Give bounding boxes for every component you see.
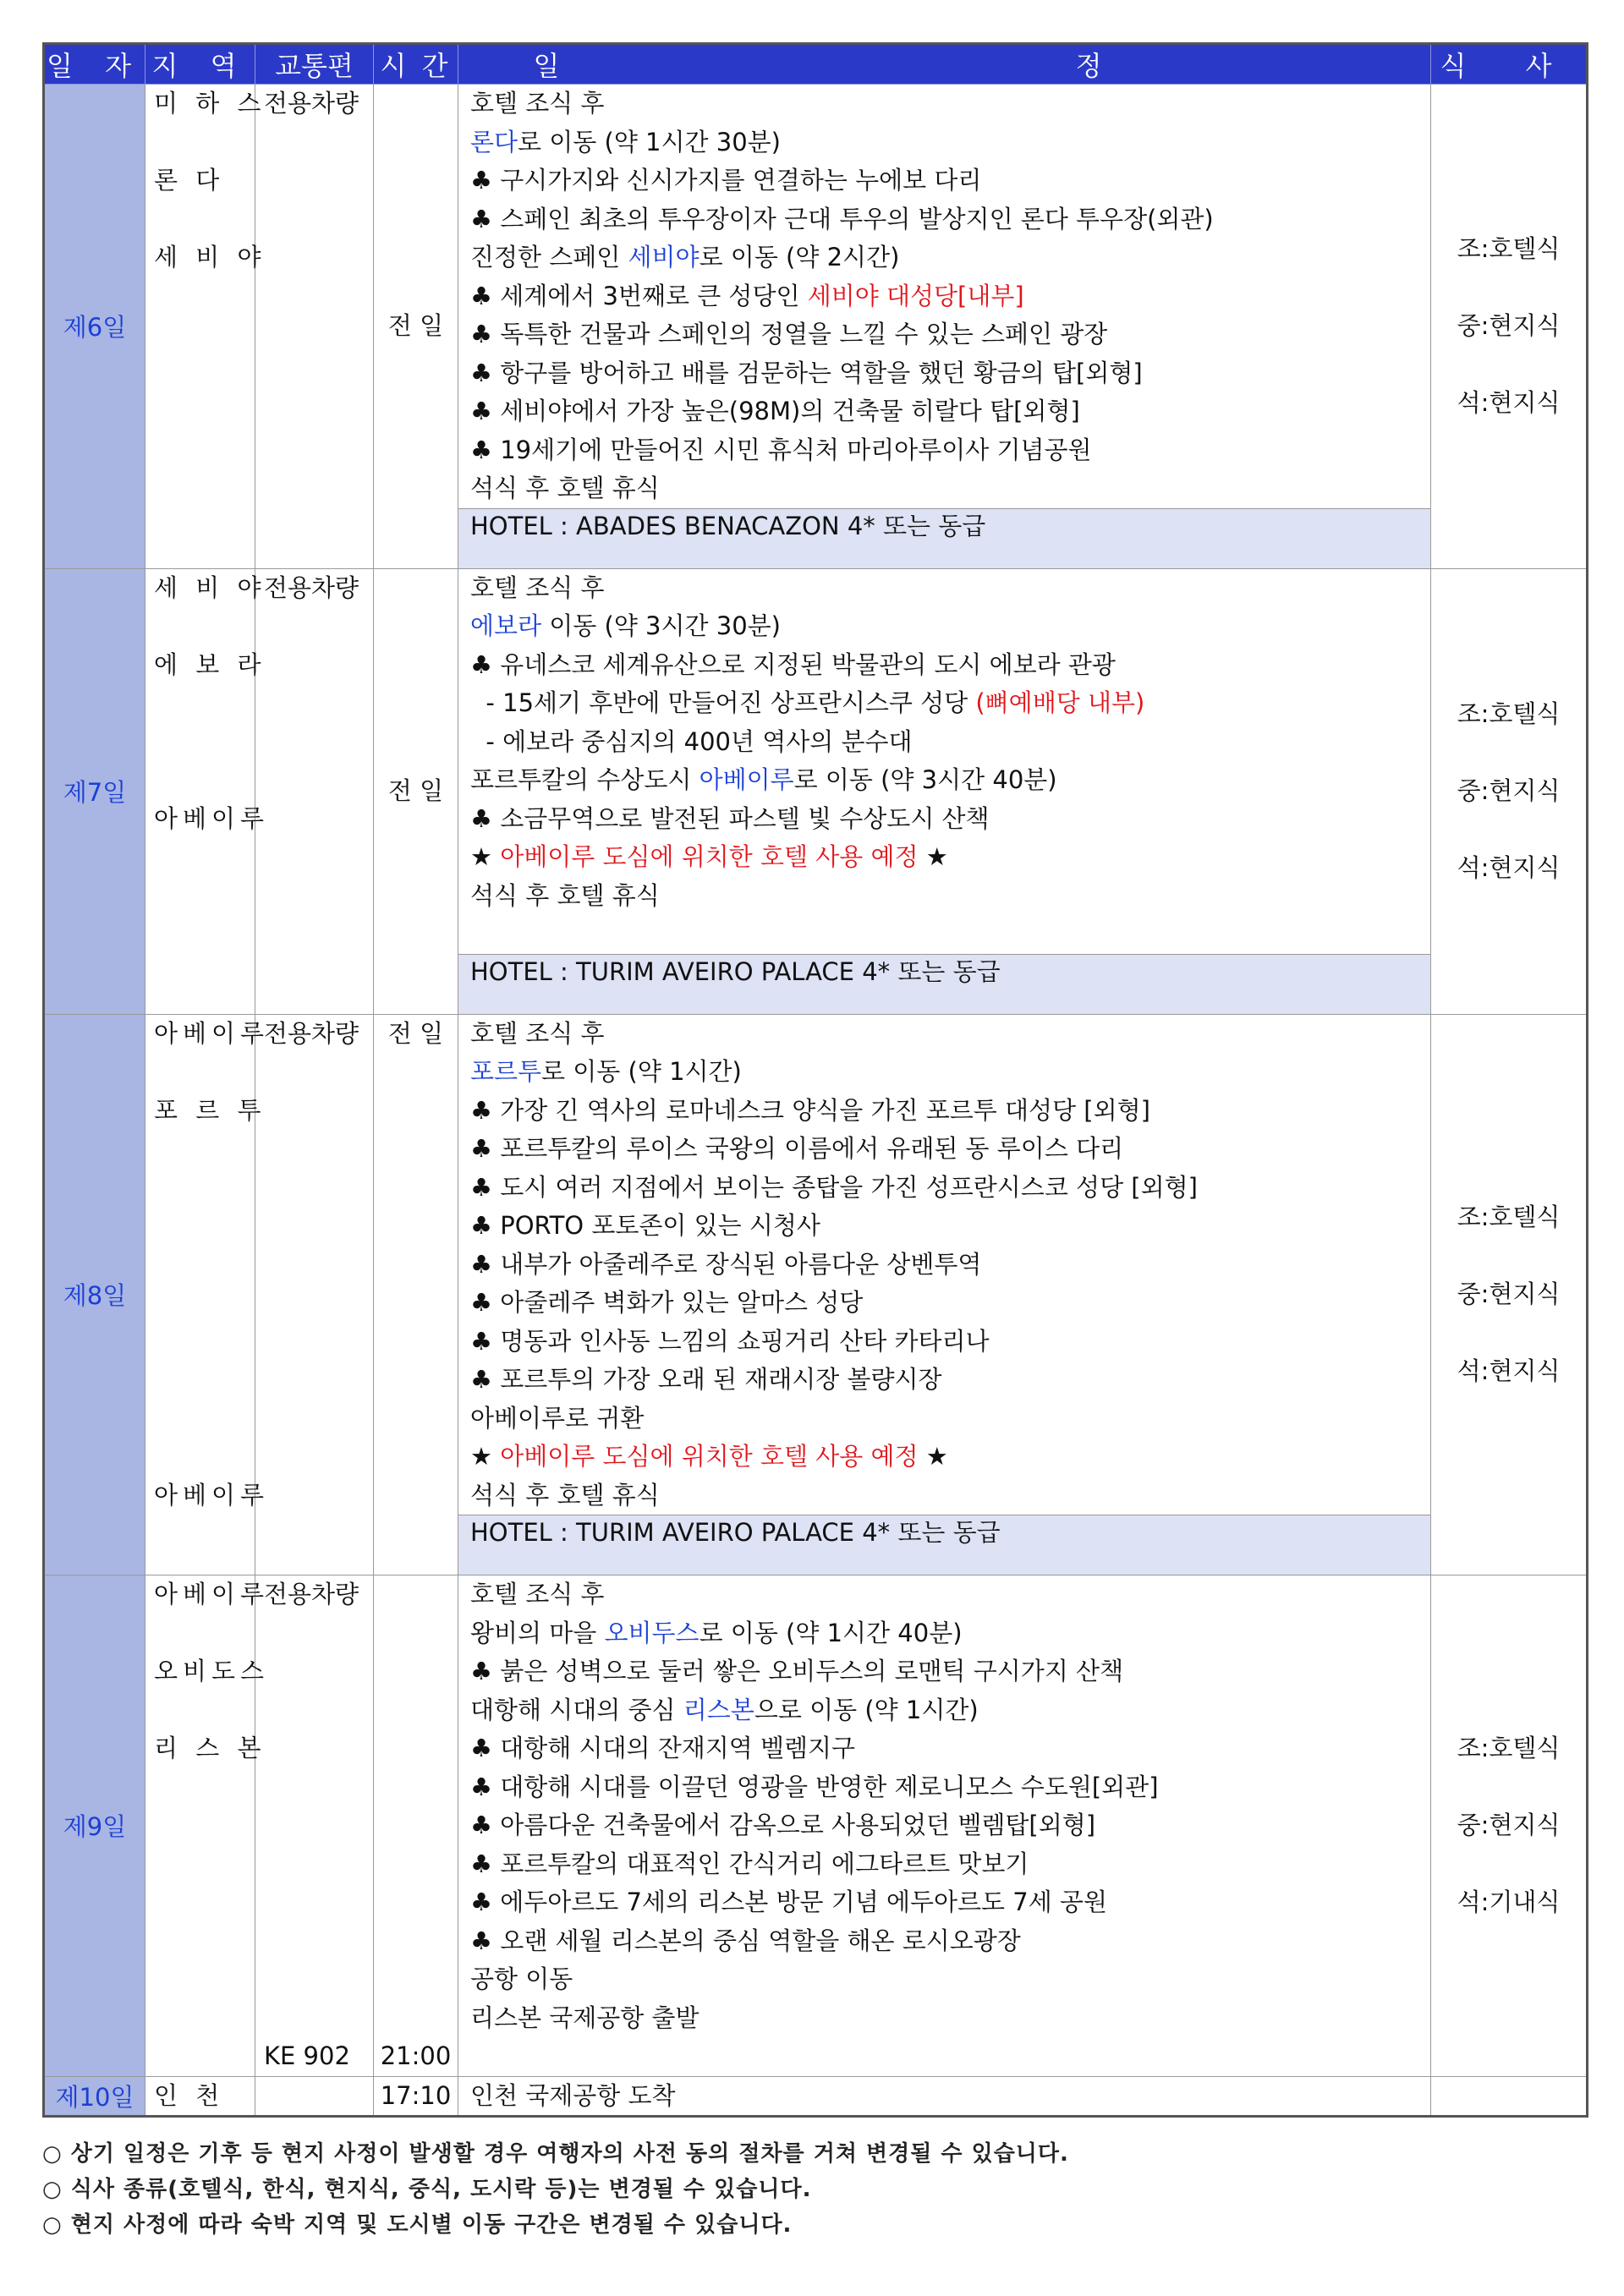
region-cell-line: [145, 1246, 255, 1285]
note-item: ○ 현지 사정에 따라 숙박 지역 및 도시별 이동 구간은 변경될 수 있습니다.: [42, 2212, 793, 2238]
schedule-line: [458, 315, 1430, 354]
schedule-text: 호텔 조식 후: [470, 1018, 605, 1048]
region-cell-line: 포 르 투: [154, 1095, 266, 1125]
schedule-text: ♣ 독특한 건물과 스페인의 정열을 느낄 수 있는 스페인 광장: [470, 320, 1108, 348]
schedule-text: 석식 후 호텔 휴식: [470, 474, 660, 502]
time-value: 전 일: [387, 775, 444, 805]
day-row: [44, 2076, 1588, 2117]
region-cell-line: 론 다: [154, 166, 225, 195]
schedule-text: ♣ 소금무역으로 발전된 파스텔 빛 수상도시 산책: [470, 803, 990, 833]
transport-cell-line: 전용차량: [264, 1018, 359, 1048]
schedule-line: [458, 1729, 1430, 1768]
schedule-text: ♣ 명동과 인사동 느낌의 쇼핑거리 산타 카타리나: [470, 1326, 990, 1356]
schedule-text: ♣ 오랜 세월 리스본의 중심 역할을 해온 로시오광장: [470, 1926, 1021, 1955]
transport-cell-line: [255, 1614, 373, 1653]
schedule-text: 대항해 시대의 중심: [470, 1695, 683, 1724]
time-cell: [374, 1014, 458, 1575]
time-cell: [374, 568, 458, 1014]
region-cell-line: 아베이루: [154, 803, 270, 833]
schedule-cell: [458, 2076, 1431, 2117]
schedule-text: - 15세기 후반에 만들어진 상프란시스쿠 성당: [470, 688, 976, 717]
schedule-text: ♣ 세계에서 3번째로 큰 성당인: [470, 281, 808, 310]
schedule-line: [458, 1806, 1430, 1845]
schedule-text: 호텔 조식 후: [470, 573, 605, 602]
meal-item: 석:현지식: [1457, 388, 1561, 418]
schedule-line: [458, 607, 1430, 646]
time-value: 17:10: [380, 2080, 452, 2110]
schedule-text: 포르투칼의 수상도시: [470, 765, 700, 794]
schedule-text: ♣ 포르투칼의 루이스 국왕의 이름에서 유래된 동 루이스 다리: [470, 1134, 1124, 1163]
day-label: 제10일: [44, 2076, 145, 2117]
schedule-text: 진정한 스페인: [470, 243, 628, 271]
schedule-text: ♣ 에두아르도 7세의 리스본 방문 기념 에두아르도 7세 공원: [470, 1888, 1107, 1916]
transport-cell-line: [255, 1922, 373, 1961]
time-cell-line: [374, 1652, 458, 1691]
meal-item: 조:호텔식: [1457, 699, 1561, 728]
schedule-text: 인천 국제공항 도착: [470, 2080, 676, 2110]
meal-item: 조:호텔식: [1457, 1734, 1561, 1763]
time-cell-line: [374, 1883, 458, 1922]
schedule-text: ♣ 구시가지와 신시가지를 연결하는 누에보 다리: [470, 166, 982, 195]
schedule-text: ♣ PORTO 포토존이 있는 시청사: [470, 1211, 820, 1240]
time-cell-line: [374, 1922, 458, 1961]
schedule-line: [458, 2077, 1430, 2116]
region-cell-line: [145, 1207, 255, 1246]
region-cell-line: [145, 1438, 255, 1477]
transport-cell-line: [255, 1845, 373, 1884]
schedule-line: [458, 85, 1430, 123]
schedule-text: 공항 이동: [470, 1964, 573, 1993]
schedule-text: 왕비의 마을: [470, 1618, 605, 1647]
header-region: 지 역: [145, 44, 255, 85]
day-label: 제7일: [44, 568, 145, 1014]
schedule-line: [458, 1169, 1430, 1208]
schedule-line: [458, 1092, 1430, 1131]
schedule-text: ★: [470, 1442, 501, 1471]
schedule-cell: [458, 85, 1431, 569]
meal-cell: [1431, 1014, 1588, 1575]
region-cell-line: 미 하 스: [154, 89, 266, 118]
header-time: 시 간: [374, 44, 458, 85]
transport-cell-line: [255, 1883, 373, 1922]
region-cell-line: 에 보 라: [154, 649, 266, 679]
schedule-text: 호텔 조식 후: [470, 1580, 605, 1608]
header-date: 일 자: [44, 44, 145, 85]
region-cell-line: 인 천: [154, 2080, 225, 2110]
schedule-line: [458, 431, 1430, 470]
meal-item: 조:호텔식: [1457, 234, 1561, 264]
schedule-text: 석식 후 호텔 휴식: [470, 880, 660, 910]
schedule-text: ♣ 가장 긴 역사의 로마네스크 양식을 가진 포르투 대성당 [외형]: [470, 1095, 1150, 1125]
schedule-line: [458, 1575, 1430, 1614]
transport-cell-line: [255, 1691, 373, 1730]
schedule-line: [458, 1922, 1430, 1961]
itinerary-table: [42, 42, 1588, 2118]
region-cell-line: [145, 1284, 255, 1323]
schedule-line: [458, 200, 1430, 239]
time-cell-line: [374, 1960, 458, 1999]
meal-cell: [1431, 1575, 1588, 2077]
meal-item: 조:호텔식: [1457, 1203, 1561, 1232]
transport-cell-line: 전용차량: [264, 89, 359, 118]
schedule-text: ♣ 도시 여러 지점에서 보이는 종탑을 가진 성프란시스코 성당 [외형]: [470, 1172, 1198, 1202]
schedule-line: [458, 1477, 1430, 1515]
schedule-text: 로 이동 (약 1시간 30분): [518, 127, 781, 156]
time-cell-line: [374, 1614, 458, 1653]
schedule-line: [458, 1323, 1430, 1362]
region-cell-line: [145, 123, 255, 162]
schedule-text: 호텔 조식 후: [470, 89, 605, 118]
schedule-line: [458, 1053, 1430, 1092]
schedule-line: [458, 646, 1430, 685]
transport-cell-line: [255, 1652, 373, 1691]
schedule-text: 세비야 대성당[내부]: [807, 281, 1024, 310]
day-row: [44, 85, 1588, 569]
schedule-text: ♣ 유네스코 세계유산으로 지정된 박물관의 도시 에보라 관광: [470, 649, 1116, 679]
time-cell-line: [374, 1691, 458, 1730]
region-cell-line: [145, 761, 255, 800]
schedule-line: [458, 1768, 1430, 1807]
region-cell: [145, 2076, 255, 2117]
time-value: 전 일: [387, 1018, 444, 1048]
schedule-text: 석식 후 호텔 휴식: [470, 1480, 660, 1510]
schedule-text: 포르투: [470, 1057, 542, 1086]
transport-cell-line: [255, 1960, 373, 1999]
region-cell-line: 오비도스: [154, 1657, 270, 1685]
day-row: [44, 1014, 1588, 1575]
time-value: 전 일: [387, 311, 444, 340]
schedule-text: ♣ 아줄레주 벽화가 있는 알마스 성당: [470, 1288, 864, 1317]
schedule-text: 로 이동 (약 1시간 40분): [699, 1618, 963, 1647]
schedule-line: [458, 392, 1430, 431]
schedule-cell: [458, 568, 1431, 1014]
region-cell-line: [145, 1130, 255, 1169]
region-cell-line: [145, 723, 255, 762]
schedule-line: [458, 1999, 1430, 2038]
schedule-line: [458, 761, 1430, 800]
note-item: ○ 상기 일정은 기후 등 현지 사정이 발생할 경우 여행자의 사전 동의 절차를 거쳐 변경될 수 있습니다.: [42, 2141, 1069, 2167]
schedule-text: ♣ 스페인 최초의 투우장이자 근대 투우의 발상지인 론다 투우장(외관): [470, 204, 1214, 233]
region-cell: [145, 568, 270, 1014]
meal-item: 석:현지식: [1457, 853, 1561, 882]
transport-cell-line: KE 902: [264, 2041, 350, 2070]
schedule-text: - 에보라 중심지의 400년 역사의 분수대: [470, 726, 913, 756]
header-transport: 교통편: [255, 44, 374, 85]
transport-cell-line: [255, 1806, 373, 1845]
region-cell-line: [145, 607, 255, 646]
transport-cell: [255, 1014, 374, 1575]
region-cell-line: [145, 1614, 255, 1653]
schedule-line: [458, 123, 1430, 162]
schedule-line: [458, 915, 1430, 954]
transport-cell-line: 전용차량: [264, 573, 359, 602]
schedule-line: [458, 354, 1430, 393]
schedule-text: 에보라: [470, 611, 542, 640]
region-cell-line: [145, 1400, 255, 1438]
region-cell-line: 아베이루: [154, 1480, 270, 1510]
schedule-line: [458, 569, 1430, 608]
schedule-text: 이동 (약 3시간 30분): [541, 611, 781, 640]
meal-item: 중:현지식: [1457, 776, 1561, 805]
region-cell: [145, 1014, 270, 1575]
meal-item: 중:현지식: [1457, 1280, 1561, 1309]
time-cell: [374, 85, 458, 569]
schedule-line: [458, 1015, 1430, 1054]
time-cell-line: [374, 1575, 458, 1614]
schedule-text: ♣ 세비야에서 가장 높은(98M)의 건축물 히랄다 탑[외형]: [470, 397, 1080, 425]
day-label: 제9일: [44, 1575, 145, 2077]
time-cell-line: [374, 1806, 458, 1845]
schedule-line: [458, 838, 1430, 877]
region-cell-line: 아베이루: [154, 1018, 270, 1048]
notes: [42, 2136, 1586, 2243]
region-cell: [145, 85, 266, 569]
schedule-text: ♣ 항구를 방어하고 배를 검문하는 역할을 했던 황금의 탑[외형]: [470, 358, 1143, 387]
itinerary-page: [42, 42, 1586, 2243]
schedule-text: (뼈예배당 내부): [975, 688, 1145, 717]
note-item: ○ 식사 종류(호텔식, 한식, 현지식, 중식, 도시락 등)는 변경될 수 있습니다.: [42, 2177, 812, 2202]
meal-item: 석:현지식: [1457, 1356, 1561, 1386]
schedule-line: [458, 238, 1430, 277]
meal-cell: [1431, 2076, 1588, 2117]
region-cell-line: 세 비 야: [154, 573, 266, 602]
schedule-line: [458, 1438, 1430, 1477]
transport-cell: [255, 2076, 374, 2117]
region-cell-line: 세 비 야: [154, 243, 266, 271]
schedule-line: [458, 1246, 1430, 1285]
schedule-line: [458, 162, 1430, 200]
region-cell-line: [145, 1361, 255, 1400]
schedule-text: ♣ 포르투칼의 대표적인 간식거리 에그타르트 맛보기: [470, 1849, 1029, 1878]
schedule-text: ♣ 대항해 시대의 잔재지역 벨렘지구: [470, 1734, 856, 1762]
schedule-text: 세비야: [628, 243, 700, 271]
day-label: 제6일: [44, 85, 145, 569]
schedule-text: ♣ 대항해 시대를 이끌던 영광을 반영한 제로니모스 수도원[외관]: [470, 1772, 1159, 1801]
schedule-line: [458, 1883, 1430, 1922]
schedule-line: [458, 1207, 1430, 1246]
region-cell-line: [145, 684, 255, 723]
schedule-line: [458, 1130, 1430, 1169]
schedule-line: [458, 723, 1430, 762]
schedule-line: [458, 800, 1430, 839]
transport-cell: [255, 1575, 374, 2077]
time-cell: [374, 2076, 458, 2117]
schedule-text: 아베이루 도심에 위치한 호텔 사용 예정: [500, 842, 919, 871]
schedule-text: ♣ 붉은 성벽으로 둘러 쌓은 오비두스의 로맨틱 구시가지 산책: [470, 1657, 1124, 1685]
schedule-line: [458, 1845, 1430, 1884]
transport-cell: [255, 85, 374, 569]
schedule-text: ♣ 아름다운 건축물에서 감옥으로 사용되었던 벨렘탑[외형]: [470, 1811, 1096, 1839]
schedule-text: 로 이동 (약 1시간): [541, 1057, 742, 1086]
table-header-row: [44, 44, 1588, 85]
schedule-text: 오비두스: [604, 1618, 700, 1647]
region-cell-line: [145, 1053, 255, 1092]
hotel-info: HOTEL : ABADES BENACAZON 4* 또는 동급: [458, 508, 1430, 568]
schedule-line: [458, 1614, 1430, 1653]
header-meal: 식 사: [1431, 44, 1588, 85]
time-cell-line: [374, 1729, 458, 1768]
transport-cell-line: [255, 1729, 373, 1768]
schedule-text: 아베이루: [699, 765, 794, 794]
time-cell-line: [374, 1768, 458, 1807]
schedule-text: ♣ 포르투의 가장 오래 된 재래시장 볼량시장: [470, 1365, 942, 1394]
schedule-line: [458, 1361, 1430, 1400]
schedule-text: 리스본: [683, 1695, 754, 1724]
schedule-text: ★: [918, 1442, 948, 1471]
region-cell-line: 아베이루: [154, 1580, 270, 1608]
transport-cell-line: 전용차량: [264, 1580, 359, 1608]
schedule-text: ♣ 내부가 아줄레주로 장식된 아름다운 상벤투역: [470, 1249, 982, 1279]
meal-item: 중:현지식: [1457, 1811, 1561, 1840]
schedule-text: ♣ 19세기에 만들어진 시민 휴식처 마리아루이사 기념공원: [470, 435, 1092, 464]
meal-item: 석:기내식: [1457, 1888, 1561, 1917]
schedule-text: 리스본 국제공항 출발: [470, 2003, 700, 2032]
schedule-text: 아베이루로 귀환: [470, 1403, 645, 1433]
region-cell-line: [145, 1323, 255, 1362]
schedule-line: [458, 1652, 1430, 1691]
schedule-line: [458, 877, 1430, 916]
time-cell-line: [374, 1999, 458, 2038]
time-cell: [374, 1575, 458, 2077]
schedule-text: ★: [470, 842, 501, 871]
region-cell-line: [145, 1691, 255, 1730]
schedule-text: 으로 이동 (약 1시간): [754, 1695, 979, 1724]
region-cell-line: [145, 1169, 255, 1208]
schedule-cell: [458, 1014, 1431, 1575]
transport-cell-line: [255, 1999, 373, 2038]
meal-cell: [1431, 568, 1588, 1014]
day-label: 제8일: [44, 1014, 145, 1575]
hotel-info: HOTEL : TURIM AVEIRO PALACE 4* 또는 동급: [458, 954, 1430, 1014]
schedule-line: [458, 1284, 1430, 1323]
hotel-info: HOTEL : TURIM AVEIRO PALACE 4* 또는 동급: [458, 1515, 1430, 1575]
meal-item: 중:현지식: [1457, 311, 1561, 341]
schedule-text: 론다: [470, 127, 518, 156]
schedule-line: [458, 277, 1430, 316]
day-row: [44, 1575, 1588, 2077]
region-cell-line: 리 스 본: [154, 1734, 266, 1762]
schedule-line: [458, 1960, 1430, 1999]
schedule-text: ★: [918, 842, 948, 871]
schedule-line: [458, 684, 1430, 723]
schedule-line: [458, 1400, 1430, 1438]
time-cell-line: [374, 1845, 458, 1884]
region-cell: [145, 1575, 270, 2077]
schedule-text: 아베이루 도심에 위치한 호텔 사용 예정: [500, 1442, 919, 1471]
meal-cell: [1431, 85, 1588, 569]
schedule-line: [458, 469, 1430, 508]
schedule-text: 로 이동 (약 3시간 40분): [793, 765, 1057, 794]
transport-cell: [255, 568, 374, 1014]
region-cell-line: [145, 200, 255, 239]
header-schedule: 일 정: [458, 44, 1431, 85]
transport-cell-line: [255, 1768, 373, 1807]
schedule-line: [458, 1691, 1430, 1730]
time-cell-line: 21:00: [380, 2041, 452, 2070]
schedule-cell: [458, 1575, 1431, 2077]
day-row: [44, 568, 1588, 1014]
schedule-text: 로 이동 (약 2시간): [699, 243, 900, 271]
